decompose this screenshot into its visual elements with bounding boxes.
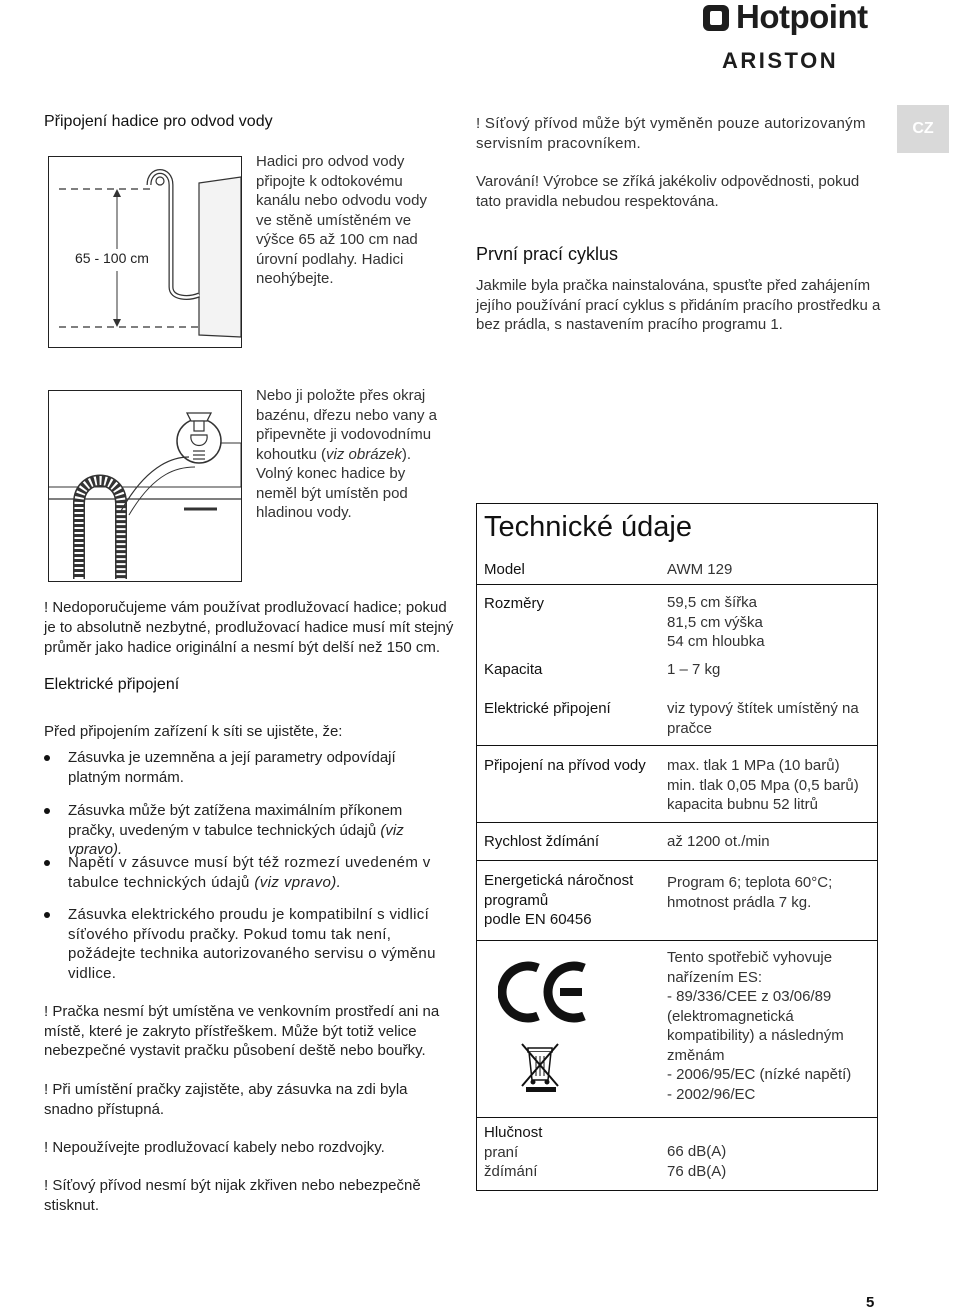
capacity-value: 1 – 7 kg bbox=[667, 661, 721, 678]
bullet-text: Zásuvka elektrického proudu je kompatibilní s vidlicí síťového přívodu pračky. Pokud tomu tak není, požádejte technika autorizovaného servisu o výměnu vidlice. bbox=[68, 906, 436, 982]
noise-label: Hlučnost praní ždímání bbox=[484, 1124, 543, 1180]
hotpoint-logo-icon bbox=[702, 4, 730, 32]
warning-cable: ! Síťový přívod nesmí být nijak zkřiven nebo nebezpečně stisknut. bbox=[44, 1177, 421, 1214]
electrical-value: viz typový štítek umístěný na pračce bbox=[667, 700, 859, 737]
language-tab: CZ bbox=[897, 105, 949, 153]
ce-text: Tento spotřebič vyhovuje nařízením ES: - 89/336/CEE z 03/06/89 (elektromagnetická kompatibility) a následným změnám - 2006/95/EC (nízké napětí) - 2002/96/EC bbox=[667, 949, 852, 1103]
table-rule bbox=[476, 822, 878, 823]
table-border-left bbox=[476, 503, 477, 1191]
bullet-icon bbox=[44, 755, 50, 761]
tap-figure bbox=[48, 390, 242, 582]
tap-diagram bbox=[49, 391, 241, 581]
bullet-icon bbox=[44, 808, 50, 814]
extension-warning: ! Nedoporučujeme vám používat prodlužovací hadice; pokud je to absolutně nezbytné, prodlužovací hadice musí mít stejný průměr jako hadice originální a nesmí být delší než 150 cm. bbox=[44, 599, 454, 656]
list-item bbox=[44, 853, 452, 893]
dims-label: Rozměry bbox=[484, 595, 545, 612]
table-rule bbox=[476, 1117, 878, 1118]
brand-sub: ARISTON bbox=[722, 48, 839, 73]
tap-text-line: Nebo ji položte přes okraj bbox=[256, 387, 426, 404]
electrical-intro: Před připojením zařízení k síti se ujistěte, že: bbox=[44, 723, 343, 740]
warning-extension: ! Nepoužívejte prodlužovací kabely nebo rozdvojky. bbox=[44, 1139, 385, 1156]
tap-text-line: bazénu, dřezu nebo vany a bbox=[256, 406, 437, 424]
tap-text-line: kohoutku (viz obrázek). bbox=[256, 445, 412, 463]
tap-text-line: hladinou vody. bbox=[256, 504, 352, 521]
table-rule bbox=[476, 860, 878, 861]
ce-mark-icon bbox=[498, 960, 592, 1024]
dims-value: 59,5 cm šířka 81,5 cm výška 54 cm hloubka bbox=[667, 594, 765, 650]
first-wash-text: Jakmile byla pračka nainstalována, spusťte před zahájením jejího používání prací cyklus s přidáním pracího prostředku a bez prádla, s nastavením pracího programu 1. bbox=[476, 277, 881, 333]
drain-figure bbox=[48, 156, 242, 348]
brand-name: Hotpoint bbox=[736, 0, 868, 35]
tap-text-line: připevněte ji vodovodnímu bbox=[256, 426, 432, 443]
bullet-icon bbox=[44, 860, 50, 866]
energy-label: Energetická náročnost programů podle EN 60456 bbox=[484, 872, 634, 928]
tap-text-line: Volný konec hadice by bbox=[256, 465, 406, 482]
model-value: AWM 129 bbox=[667, 561, 733, 578]
bullet-text: Zásuvka je uzemněna a její parametry odpovídají platným normám. bbox=[68, 749, 396, 786]
tap-text bbox=[256, 386, 456, 523]
water-value: max. tlak 1 MPa (10 barů) min. tlak 0,05 Mpa (0,5 barů) kapacita bubnu 52 litrů bbox=[667, 757, 859, 813]
drain-heading: Připojení hadice pro odvod vody bbox=[44, 113, 273, 130]
bullet-text: Zásuvka může být zatížena maximálním příkonem pračky, uvedeným v tabulce technických údajů (viz vpravo). bbox=[68, 802, 404, 858]
liability-warning: Varování! Výrobce se zříká jakékoliv odpovědnosti, pokud tato pravidla nebudou respektována. bbox=[476, 173, 860, 210]
noise-value: 66 dB(A) 76 dB(A) bbox=[667, 1143, 727, 1180]
bullet-icon bbox=[44, 912, 50, 918]
table-rule bbox=[476, 940, 878, 941]
tap-text-line: neměl být umístěn pod bbox=[256, 484, 408, 502]
first-wash-heading: První prací cyklus bbox=[476, 244, 619, 264]
electrical-heading: Elektrické připojení bbox=[44, 676, 180, 693]
page-number: 5 bbox=[866, 1294, 875, 1311]
spin-label: Rychlost ždímání bbox=[484, 833, 600, 850]
service-warning: ! Síťový přívod může být vyměněn pouze autorizovaným servisním pracovníkem. bbox=[476, 115, 866, 152]
list-item bbox=[44, 748, 452, 788]
warning-access: ! Při umístění pračky zajistěte, aby zásuvka na zdi byla snadno přístupná. bbox=[44, 1081, 408, 1118]
water-label: Připojení na přívod vody bbox=[484, 757, 646, 774]
warning-outdoor: ! Pračka nesmí být umístěna ve venkovním prostředí ani na místě, které je zakryto přístřeškem. Může být totiž velice nebezpečné vystavit pračku působení deště nebo bouřky. bbox=[44, 1003, 440, 1059]
drain-text: Hadici pro odvod vody připojte k odtokovému kanálu nebo odvodu vody ve stěně umístěném ve výšce 65 až 100 cm nad úrovní podlahy. Hadici neohýbejte. bbox=[256, 153, 427, 287]
capacity-label: Kapacita bbox=[484, 661, 543, 678]
table-rule bbox=[476, 503, 878, 504]
table-rule bbox=[476, 1190, 878, 1191]
list-item bbox=[44, 905, 452, 985]
spin-value: až 1200 ot./min bbox=[667, 833, 770, 850]
bullet-text: Napětí v zásuvce musí být též rozmezí uvedeném v tabulce technických údajů (viz vpravo). bbox=[68, 854, 431, 891]
model-label: Model bbox=[484, 561, 525, 578]
brand-logo bbox=[700, 0, 880, 74]
table-rule bbox=[476, 584, 878, 585]
wheelie-bin-icon bbox=[518, 1040, 564, 1092]
table-border-right bbox=[877, 503, 878, 1191]
energy-value: Program 6; teplota 60°C; hmotnost prádla 7 kg. bbox=[667, 874, 833, 911]
tech-title: Technické údaje bbox=[484, 511, 692, 543]
table-rule bbox=[476, 745, 878, 746]
electrical-label: Elektrické připojení bbox=[484, 700, 611, 717]
height-label: 65 - 100 cm bbox=[75, 250, 149, 266]
list-item bbox=[44, 801, 452, 858]
